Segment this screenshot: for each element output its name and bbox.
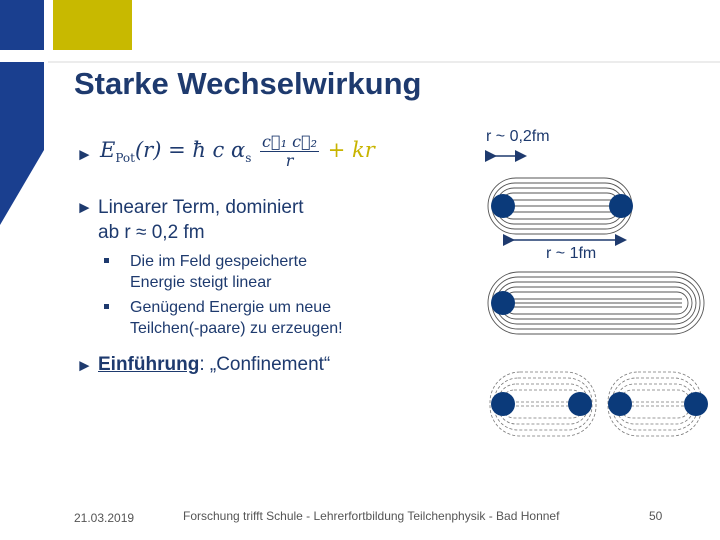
formula-lhs-sub: Pot [115,151,135,166]
sub-bullet-text: Energie steigt linear [130,274,272,291]
potential-formula [100,134,375,169]
formula-lhs: E [100,138,116,162]
sub-bullet-text: Teilchen(-paare) zu erzeugen! [130,320,343,337]
formula-fraction [260,134,319,169]
quark-2 [491,291,515,315]
quark-4 [608,392,632,416]
formula-arg: (r) = ħ c α [134,138,246,162]
bullet-confinement [98,352,330,377]
label-small-distance: r ~ 0,2fm [486,128,550,145]
deco-blue-wedge [0,62,44,225]
bullet-arrow-icon: ► [76,198,93,217]
label-large-distance: r ~ 1fm [546,245,597,262]
formula-denominator: r [285,151,294,170]
antiquark-3 [568,392,592,416]
bullet-text: : „Confinement“ [199,354,331,375]
flux-tube-long [488,272,704,334]
bullet-text: ab r ≈ 0,2 fm [98,222,205,243]
formula-alpha-sub: s [245,151,252,166]
page-number: 50 [649,509,663,523]
quark-3 [491,392,515,416]
bullet-text: Linearer Term, dominiert [98,197,304,218]
slide-title: Starke Wechselwirkung [74,66,422,101]
antiquark-4 [684,392,708,416]
bullet-linear-term [98,195,304,245]
footer-center-text: Forschung trifft Schule - Lehrerfortbildung Teilchenphysik - Bad Honnef [183,509,560,523]
bullet-arrow-icon: ► [76,145,93,164]
sub-bullet-pairs [130,297,343,339]
antiquark-1 [609,194,633,218]
square-bullet-icon [104,304,109,309]
quark-1 [491,194,515,218]
einfuehrung-link[interactable]: Einführung [98,354,200,375]
formula-linear-term: + kr [327,138,375,162]
square-bullet-icon [104,258,109,263]
sub-bullet-energy [130,251,307,293]
deco-blue-square [0,0,44,50]
formula-numerator: c⃗₁ c⃗₂ [262,132,318,151]
sub-bullet-text: Genügend Energie um neue [130,299,332,316]
sub-bullet-text: Die im Feld gespeicherte [130,253,307,270]
footer-date: 21.03.2019 [74,511,135,525]
flux-tube-diagram [470,140,710,450]
deco-yellow-square [52,0,132,50]
bullet-arrow-icon: ► [76,356,93,375]
